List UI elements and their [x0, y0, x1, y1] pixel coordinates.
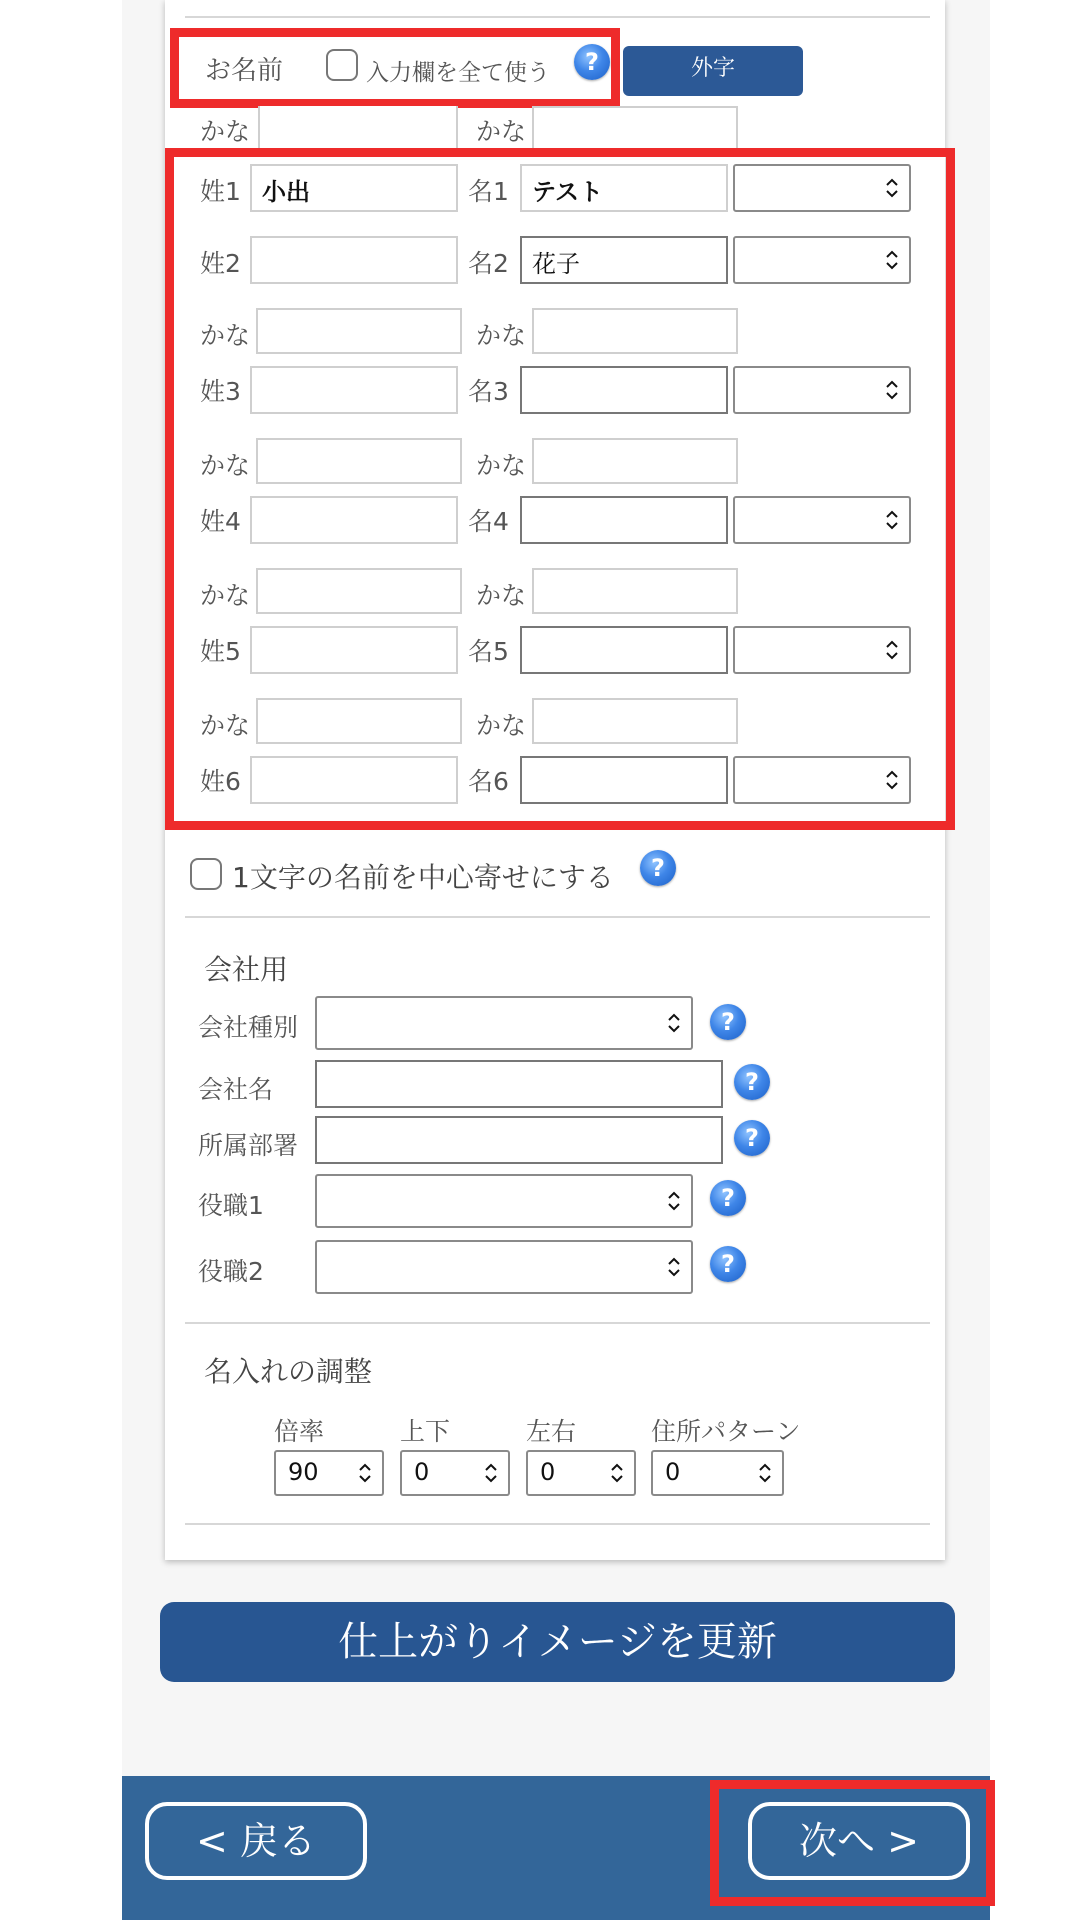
mei2-label: 名2 — [468, 249, 509, 278]
sei1-kana-input[interactable] — [258, 106, 458, 150]
use-all-fields-label: 入力欄を全て使う — [366, 60, 550, 86]
company-type-label: 会社種別 — [198, 1013, 299, 1042]
divider — [185, 16, 930, 18]
help-icon[interactable]: ? — [710, 1246, 746, 1282]
horizontal-label: 左右 — [526, 1417, 577, 1446]
chevron-updown-icon — [358, 1462, 372, 1484]
sei6-label: 姓6 — [200, 767, 241, 796]
divider — [185, 1523, 930, 1525]
mei3-label: 名3 — [468, 377, 509, 406]
company-name-label: 会社名 — [198, 1075, 274, 1104]
kana-label: かな — [476, 581, 527, 610]
sei1-label: 姓1 — [200, 177, 241, 206]
address-pattern-select[interactable] — [651, 1450, 784, 1496]
next-button[interactable]: 次へ > — [748, 1802, 970, 1880]
help-icon[interactable]: ? — [574, 44, 610, 80]
chevron-updown-icon — [667, 1256, 681, 1278]
chevron-updown-icon — [667, 1190, 681, 1212]
chevron-updown-icon — [610, 1462, 624, 1484]
sei5-label: 姓5 — [200, 637, 241, 666]
kana-label: かな — [476, 451, 527, 480]
scale-select[interactable] — [274, 1450, 384, 1496]
sei1-input[interactable]: 小出 — [250, 164, 458, 212]
title1-label: 役職1 — [198, 1191, 264, 1220]
page-background-right — [990, 225, 1080, 1775]
address-pattern-label: 住所パターン — [651, 1417, 801, 1446]
kana-label: かな — [200, 321, 251, 350]
name-label: お名前 — [205, 56, 284, 86]
mei1-kana-input[interactable] — [532, 106, 738, 150]
help-icon[interactable]: ? — [710, 1004, 746, 1040]
kana-label: かな — [476, 711, 527, 740]
center-single-char-label: 1文字の名前を中心寄せにする — [232, 861, 614, 894]
highlight-next-button — [710, 1780, 995, 1906]
mei4-label: 名4 — [468, 507, 509, 536]
back-button[interactable]: < 戻る — [145, 1802, 367, 1880]
highlight-name-header — [170, 28, 620, 108]
department-input[interactable] — [315, 1116, 723, 1164]
company-heading: 会社用 — [204, 953, 289, 986]
company-type-select[interactable] — [315, 996, 693, 1050]
mei1-label: 名1 — [468, 177, 509, 206]
kana-label: かな — [200, 711, 251, 740]
highlight-name-fields — [165, 148, 955, 830]
update-preview-button[interactable]: 仕上がりイメージを更新 — [160, 1602, 955, 1682]
center-single-char-checkbox[interactable] — [190, 858, 222, 890]
help-icon[interactable]: ? — [640, 850, 676, 886]
title2-label: 役職2 — [198, 1257, 264, 1286]
vertical-select[interactable] — [400, 1450, 510, 1496]
address-pattern-value: 0 — [665, 1458, 681, 1486]
divider — [185, 1322, 930, 1324]
vertical-value: 0 — [414, 1458, 430, 1486]
scale-label: 倍率 — [274, 1417, 325, 1446]
horizontal-value: 0 — [540, 1458, 556, 1486]
mei5-label: 名5 — [468, 637, 509, 666]
sei4-label: 姓4 — [200, 507, 241, 536]
chevron-updown-icon — [484, 1462, 498, 1484]
page-background-left — [0, 0, 122, 1920]
adjust-heading: 名入れの調整 — [204, 1355, 373, 1388]
kana-label: かな — [200, 117, 251, 146]
horizontal-select[interactable] — [526, 1450, 636, 1496]
mei2-input[interactable]: 花子 — [520, 236, 728, 284]
kana-label: かな — [476, 117, 527, 146]
title2-select[interactable] — [315, 1240, 693, 1294]
help-icon[interactable]: ? — [734, 1064, 770, 1100]
divider — [185, 916, 930, 918]
department-label: 所属部署 — [198, 1131, 299, 1160]
kana-label: かな — [200, 581, 251, 610]
title1-select[interactable] — [315, 1174, 693, 1228]
help-icon[interactable]: ? — [734, 1120, 770, 1156]
gaiji-button[interactable]: 外字 — [623, 46, 803, 96]
help-icon[interactable]: ? — [710, 1180, 746, 1216]
mei6-label: 名6 — [468, 767, 509, 796]
chevron-updown-icon — [667, 1012, 681, 1034]
mei1-input[interactable]: テスト — [520, 164, 728, 212]
scale-value: 90 — [288, 1458, 319, 1486]
chevron-updown-icon — [758, 1462, 772, 1484]
kana-label: かな — [476, 321, 527, 350]
sei3-label: 姓3 — [200, 377, 241, 406]
company-name-input[interactable] — [315, 1060, 723, 1108]
sei2-label: 姓2 — [200, 249, 241, 278]
kana-label: かな — [200, 451, 251, 480]
vertical-label: 上下 — [400, 1417, 451, 1446]
